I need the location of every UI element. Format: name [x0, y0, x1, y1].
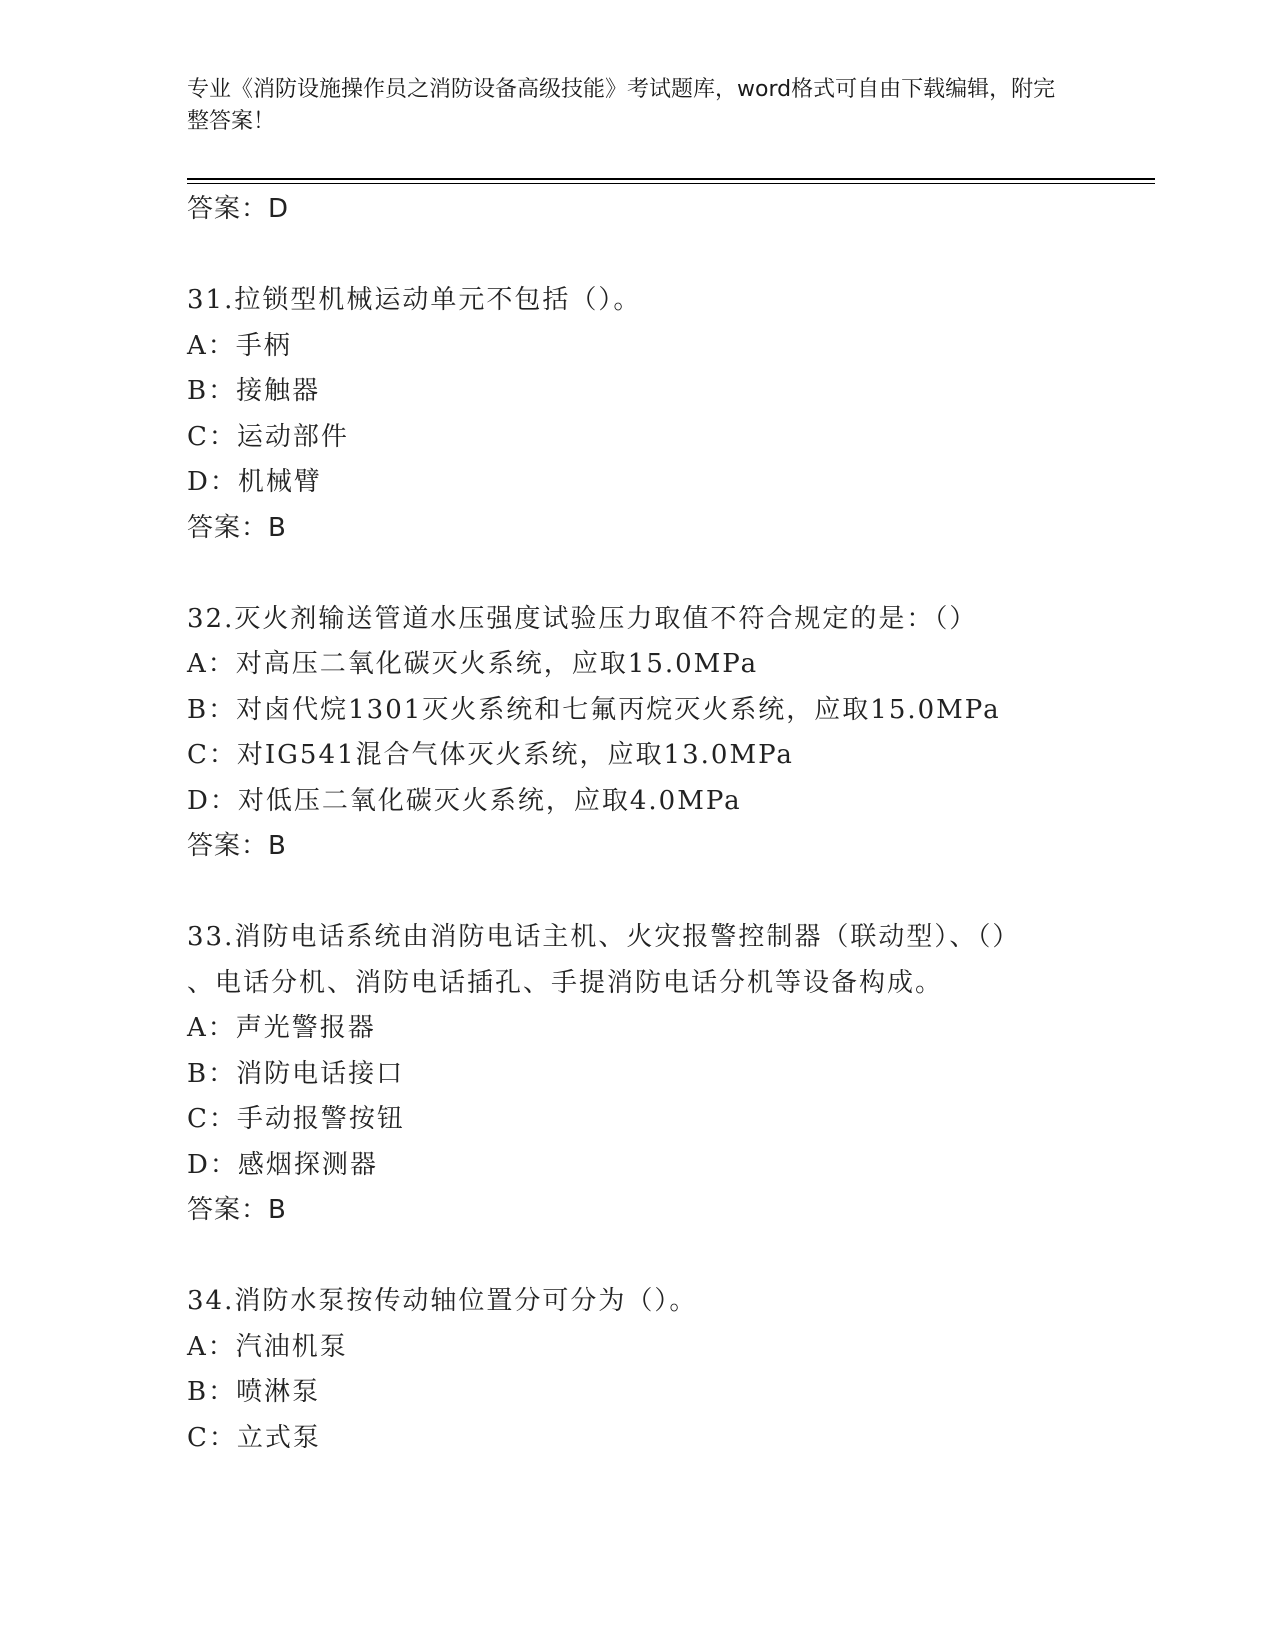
spacer	[187, 870, 1087, 916]
option-b: B：消防电话接口	[187, 1058, 405, 1089]
header-rule-thick	[187, 178, 1155, 180]
spacer	[187, 1234, 1087, 1280]
question-stem-continued: 、电话分机、消防电话插孔、手提消防电话分机等设备构成。	[187, 967, 944, 998]
header-rule-thin	[187, 183, 1155, 184]
question-stem: 34.消防水泵按传动轴位置分可分为（）。	[187, 1286, 698, 1316]
option-d: D：感烟探测器	[187, 1149, 378, 1180]
option-a: A：汽油机泵	[187, 1331, 348, 1362]
option-c: C：手动报警按钮	[187, 1104, 405, 1134]
answer-line: 答案：B	[187, 1195, 287, 1225]
option-b: B：喷淋泵	[187, 1377, 321, 1407]
option-c: C：立式泵	[187, 1422, 321, 1453]
document-header: 专业《消防设施操作员之消防设备高级技能》考试题库，word格式可自由下载编辑，附完整答案！	[187, 77, 1056, 134]
option-a: A：声光警报器	[187, 1013, 376, 1043]
question-list	[187, 187, 1087, 1461]
option-b: B：对卤代烷1301灭火系统和七氟丙烷灭火系统，应取15.0MPa	[187, 694, 1001, 725]
option-c: C：运动部件	[187, 421, 349, 452]
option-d: D：对低压二氧化碳灭火系统，应取4.0MPa	[187, 785, 742, 816]
option-a: A：手柄	[187, 330, 292, 361]
option-b: B：接触器	[187, 376, 321, 406]
answer-line: 答案：D	[187, 194, 290, 224]
question-stem: 33.消防电话系统由消防电话主机、火灾报警控制器（联动型）、（）	[187, 922, 1021, 952]
spacer	[187, 233, 1087, 279]
option-a: A：对高压二氧化碳灭火系统，应取15.0MPa	[187, 649, 759, 679]
option-c: C：对IG541混合气体灭火系统，应取13.0MPa	[187, 740, 794, 770]
option-d: D：机械臂	[187, 467, 322, 497]
question-stem: 32.灭火剂输送管道水压强度试验压力取值不符合规定的是：（）	[187, 603, 978, 634]
answer-line: 答案：B	[187, 512, 287, 543]
answer-line: 答案：B	[187, 831, 287, 861]
question-stem: 31.拉锁型机械运动单元不包括（）。	[187, 285, 642, 315]
spacer	[187, 551, 1087, 597]
